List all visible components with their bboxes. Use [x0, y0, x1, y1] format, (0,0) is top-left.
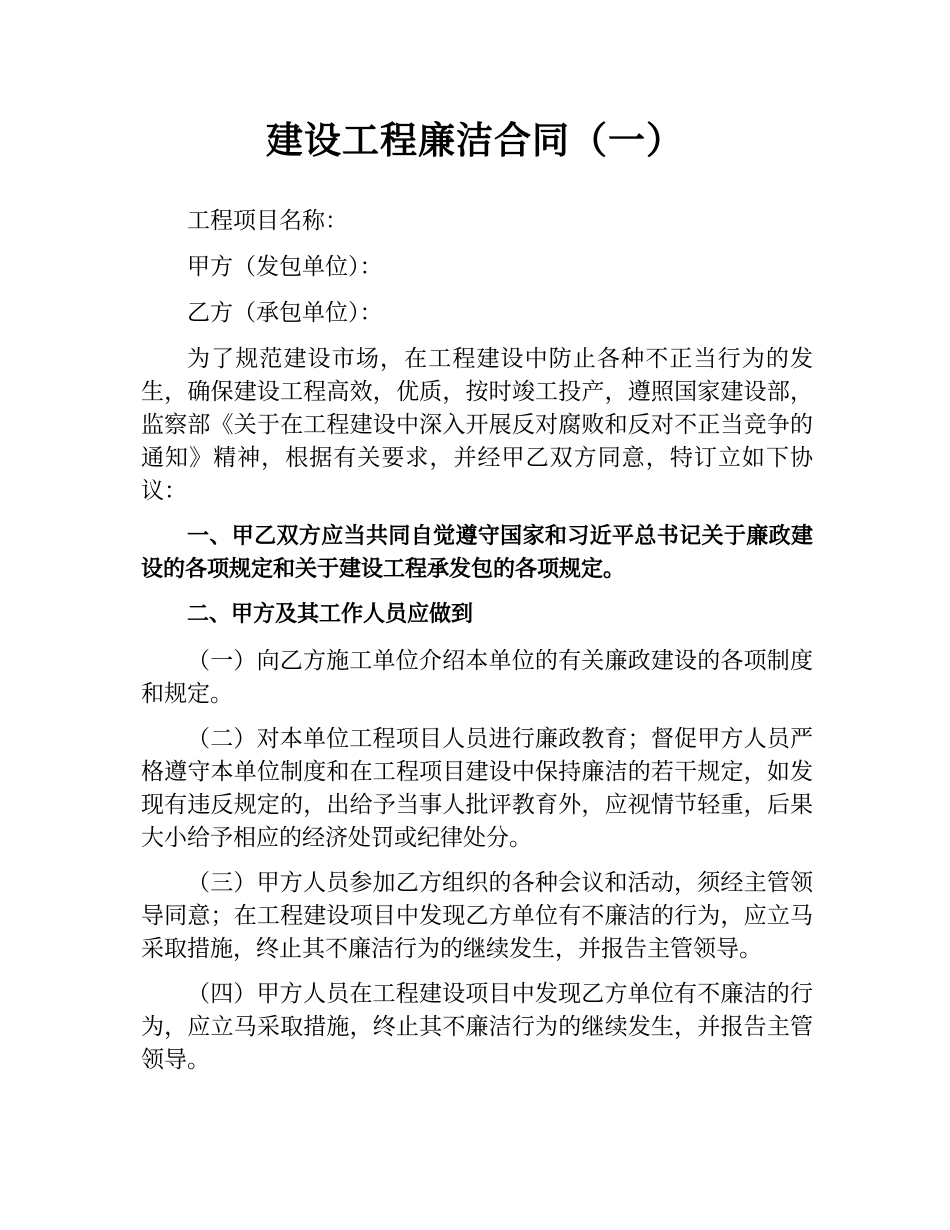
document-title: 建设工程廉洁合同（一） — [266, 119, 684, 162]
field-party-a: 甲方（发包单位）： — [187, 254, 383, 280]
preamble-paragraph: 为了规范建设市场，在工程建设中防止各种不正当行为的发生，确保建设工程高效，优质，按时竣工投产，遵照国家建设部，监察部《关于在工程建设中深入开展反对腐败和反对不正当竞争的通知》精神，根据有关要求，并经甲乙双方同意，特订立如下协议： — [141, 346, 813, 504]
list-item: （三）甲方人员参加乙方组织的各种会议和活动，须经主管领导同意；在工程建设项目中发现乙方单位有不廉洁的行为，应立马采取措施，终止其不廉洁行为的继续发生，并报告主管领导。 — [141, 870, 813, 962]
document-body — [141, 205, 813, 1089]
section-1: 一、甲乙双方应当共同自觉遵守国家和习近平总书记关于廉政建设的各项规定和关于建设工程承发包的各项规定。 — [141, 524, 813, 582]
section-2-heading: 二、甲方及其工作人员应做到 — [187, 602, 474, 627]
list-item: （四）甲方人员在工程建设项目中发现乙方单位有不廉洁的行为，应立马采取措施，终止其不廉洁行为的继续发生，并报告主管领导。 — [141, 981, 813, 1073]
field-project-name: 工程项目名称： — [187, 208, 348, 234]
field-party-b: 乙方（承包单位）： — [187, 300, 383, 326]
list-item: （一）向乙方施工单位介绍本单位的有关廉政建设的各项制度和规定。 — [141, 648, 813, 707]
list-item: （二）对本单位工程项目人员进行廉政教育；督促甲方人员严格遵守本单位制度和在工程项目建设中保持廉洁的若干规定，如发现有违反规定的，出给予当事人批评教育外，应视情节轻重，后果大小给予相应的经济处罚或纪律处分。 — [141, 726, 813, 851]
